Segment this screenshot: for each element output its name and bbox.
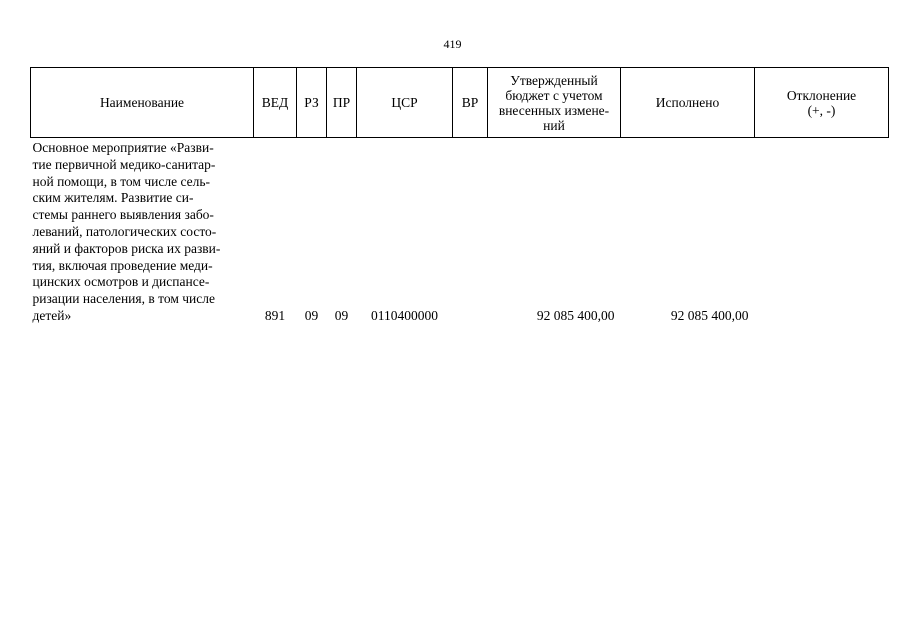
row-name-line: детей»	[32, 307, 72, 323]
row-pr: 09	[334, 307, 349, 323]
header-ved: ВЕД	[254, 68, 297, 138]
row-deviation	[755, 138, 889, 325]
header-approved-line: Утвержденный	[510, 72, 598, 88]
row-vr	[453, 138, 488, 325]
header-name: Наименование	[31, 68, 254, 138]
header-approved-budget	[488, 68, 621, 138]
row-executed: 92 085 400,00	[670, 307, 749, 323]
header-approved-line: ний	[543, 117, 565, 133]
header-deviation-line: Отклонение	[786, 87, 857, 103]
row-ved: 891	[264, 307, 286, 323]
row-name	[31, 138, 254, 325]
row-name-line: тие первичной медико-санитар-	[32, 156, 216, 172]
header-rz: РЗ	[297, 68, 327, 138]
header-executed: Исполнено	[621, 68, 755, 138]
row-approved: 92 085 400,00	[536, 307, 615, 323]
budget-table	[30, 67, 889, 325]
row-name-line: яний и факторов риска их разви-	[32, 240, 221, 256]
header-vr: ВР	[453, 68, 488, 138]
header-deviation	[755, 68, 889, 138]
row-name-line: ной помощи, в том числе сель-	[32, 173, 210, 189]
header-approved-line: внесенных измене-	[498, 102, 610, 118]
row-name-line: ризации населения, в том числе	[32, 291, 215, 307]
row-name-line: цинских осмотров и диспансе-	[32, 274, 210, 290]
row-rz: 09	[304, 307, 319, 323]
row-name-line: леваний, патологических состо-	[32, 223, 217, 239]
table-row	[31, 138, 889, 325]
row-csr: 0110400000	[371, 307, 438, 323]
row-name-line: тия, включая проведение меди-	[32, 257, 213, 273]
page-number: 419	[443, 37, 462, 51]
row-name-line: Основное мероприятие «Разви-	[32, 140, 214, 155]
row-name-line: стемы раннего выявления забо-	[32, 207, 214, 223]
header-csr: ЦСР	[357, 68, 453, 138]
table-header-row	[31, 68, 889, 138]
header-approved-line: бюджет с учетом	[505, 87, 603, 103]
header-pr: ПР	[327, 68, 357, 138]
row-name-line: ским жителям. Развитие си-	[32, 190, 194, 206]
header-deviation-line: (+, -)	[807, 102, 836, 118]
